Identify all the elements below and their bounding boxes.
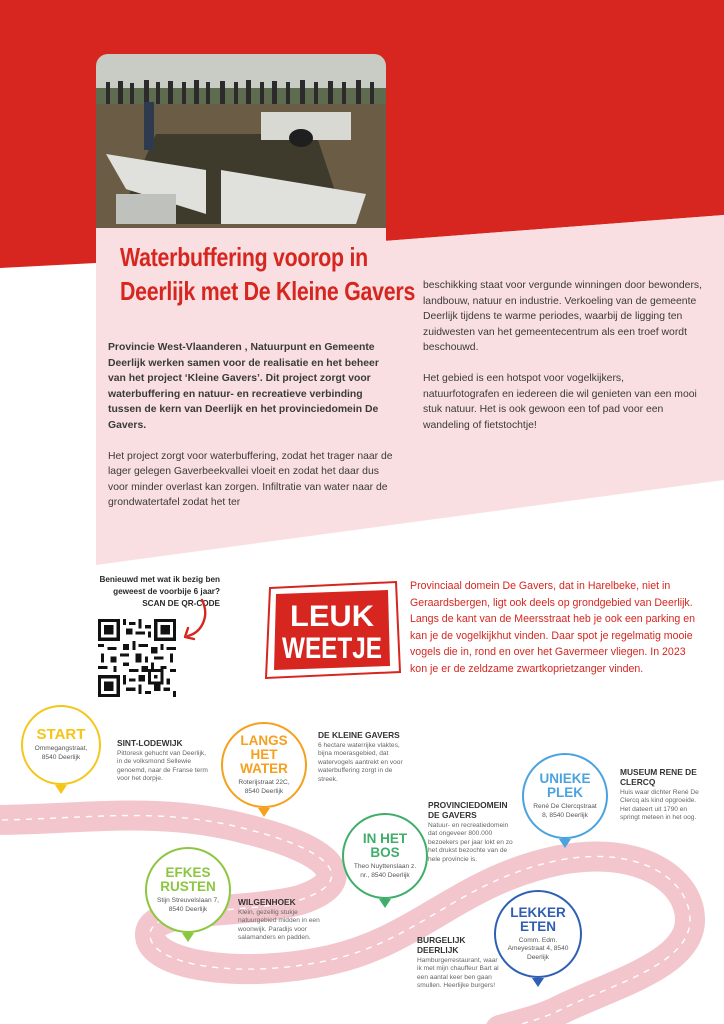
info-text: Natuur- en recreatiedomein dat ongeveer 800.000 bezoekers per jaar lokt en zo het drukst bezochte van de hele provincie is. [428, 822, 513, 863]
info-de-kleine-gavers [318, 730, 408, 784]
headline [120, 240, 416, 308]
article-column-1 [108, 340, 393, 526]
route-stop-in-het-bos[interactable] [342, 813, 428, 899]
qr-code[interactable] [98, 619, 176, 697]
article-column-2 [423, 278, 703, 448]
info-title: PROVINCIEDOMEIN DE GAVERS [428, 800, 508, 820]
location-pin-icon [182, 933, 194, 942]
leuk-weetje-text: Provinciaal domein De Gavers, dat in Harelbeke, niet in Geraardsbergen, ligt ook deels op grondgebied van Deerlijk. Langs de kant van de Meersstraat heb je ook een parking en kan je de vogelkijkhut vinden. Daar spot je regelmatig mooie vogels die in, rond en over het Gavermeer vliegen. In 2023 kon je er de zeldzame zwartkoprietzanger vinden. [410, 580, 696, 675]
info-burgelijk-deerlijk [417, 935, 501, 991]
stop-name: LEKKER ETEN [510, 904, 566, 934]
stop-address: Stijn Streuvelslaan 7, 8540 Deerlijk [157, 897, 219, 913]
info-text: Pittoresk gehucht van Deerlijk, in de volksmond Sellewie genoemd, naar de Franse term voor het dorpje. [117, 750, 208, 783]
info-museum-rene-de-clercq [620, 767, 708, 823]
stop-name: IN HET BOS [362, 831, 408, 860]
qr-caption-line-2: geweest de voorbije 6 jaar? [113, 587, 220, 596]
info-title: BURGELIJK DEERLIJK [417, 935, 466, 955]
article-lead: Provincie West-Vlaanderen , Natuurpunt en Gemeente Deerlijk werken samen voor de realisatie en het beheer van het project ‘Kleine Gavers’. Dit project zorgt voor waterbuffering en natuur- en recreatieve verbinding tussen de kern van Deerlijk en het provinciedomein De Gavers. [108, 342, 379, 431]
location-pin-icon [379, 899, 391, 908]
article-body-3: Het gebied is een hotspot voor vogelkijkers, natuurfotografen en iedereen die wil genieten van een mooi stuk natuur. Het is ook gewoon een tof pad voor een wandeling of fietstochtje! [423, 372, 697, 431]
stop-address: Comm. Edm. Ameyestraat 4, 8540 Deerlijk [507, 936, 569, 961]
route-stop-start[interactable] [21, 705, 101, 785]
info-text: 6 hectare waterrijke vlaktes, bijna moerasgebied, dat watervogels aantrekt en voor waterbuffering zorgt in de streek. [318, 742, 403, 783]
route-stop-lekker-eten[interactable] [494, 890, 582, 978]
info-wilgenhoek [238, 897, 324, 943]
curved-arrow-icon [180, 596, 210, 642]
stop-name: UNIEKE PLEK [539, 771, 591, 800]
location-pin-icon [258, 808, 270, 817]
wetland-photo [96, 54, 386, 228]
info-title: MUSEUM RENE DE CLERCQ [620, 767, 697, 787]
info-title: DE KLEINE GAVERS [318, 730, 400, 740]
stop-name: EFKES RUSTEN [160, 865, 216, 894]
qr-caption-line-1: Benieuwd met wat ik bezig ben [99, 575, 220, 584]
info-title: WILGENHOEK [238, 897, 296, 907]
leuk-weetje-logo [262, 580, 404, 684]
headline-line-1: Waterbuffering voorop in [120, 242, 368, 272]
stop-address: René De Clercqstraat 8, 8540 Deerlijk [533, 803, 597, 819]
route-stop-efkes-rusten[interactable] [145, 847, 231, 933]
headline-line-2: Deerlijk met De Kleine Gavers [120, 276, 416, 306]
route-stop-unieke-plek[interactable] [522, 753, 608, 839]
info-title: SINT-LODEWIJK [117, 738, 183, 748]
stop-name: START [36, 726, 86, 743]
article-body-1: Het project zorgt voor waterbuffering, zodat het trager naar de lager gelegen Gaverbeekvallei vloeit en zodat het daar dus voor minder overlast kan zorgen. Infiltratie van water naar de grondwatertafel zodat het ter [108, 450, 393, 509]
info-sint-lodewijk [117, 738, 209, 784]
location-pin-icon [559, 839, 571, 848]
location-pin-icon [532, 978, 544, 987]
leuk-weetje-line-2: WEETJE [282, 632, 382, 665]
location-pin-icon [55, 785, 67, 794]
info-text: Huis waar dichter René De Clercq als kind opgroeide. Het dateert uit 1790 en springt meteen in het oog. [620, 789, 699, 822]
stop-address: Theo Nuyttenslaan z. nr., 8540 Deerlijk [353, 863, 417, 879]
stop-address: Roterijstraat 22C, 8540 Deerlijk [238, 779, 290, 795]
qr-caption-line-3: SCAN DE QR-CODE [142, 599, 220, 608]
leuk-weetje-line-1: LEUK [290, 600, 375, 633]
stop-name: LANGS HET WATER [240, 733, 288, 776]
info-text: Klein, gezellig stukje natuurgebied midden in een woonwijk. Paradijs voor salamanders en padden. [238, 909, 320, 942]
route-stop-langs-het-water[interactable] [221, 722, 307, 808]
article-body-2: beschikking staat voor vergunde winningen door bewonders, landbouw, natuur en industrie. Verkoeling van de gemeente Deerlijk tijdens te warme periodes, waarbij de ligging ten zuidwesten van het gemeentecentrum als een troef wordt beschouwd. [423, 280, 702, 354]
stop-address: Ommegangstraat, 8540 Deerlijk [34, 745, 88, 761]
info-text: Hamburgerrestaurant, waar ik met mijn chauffeur Bart al een aantal keer ben gaan smullen. Heerlijke burgers! [417, 957, 499, 990]
info-provinciedomein-de-gavers [428, 800, 518, 864]
